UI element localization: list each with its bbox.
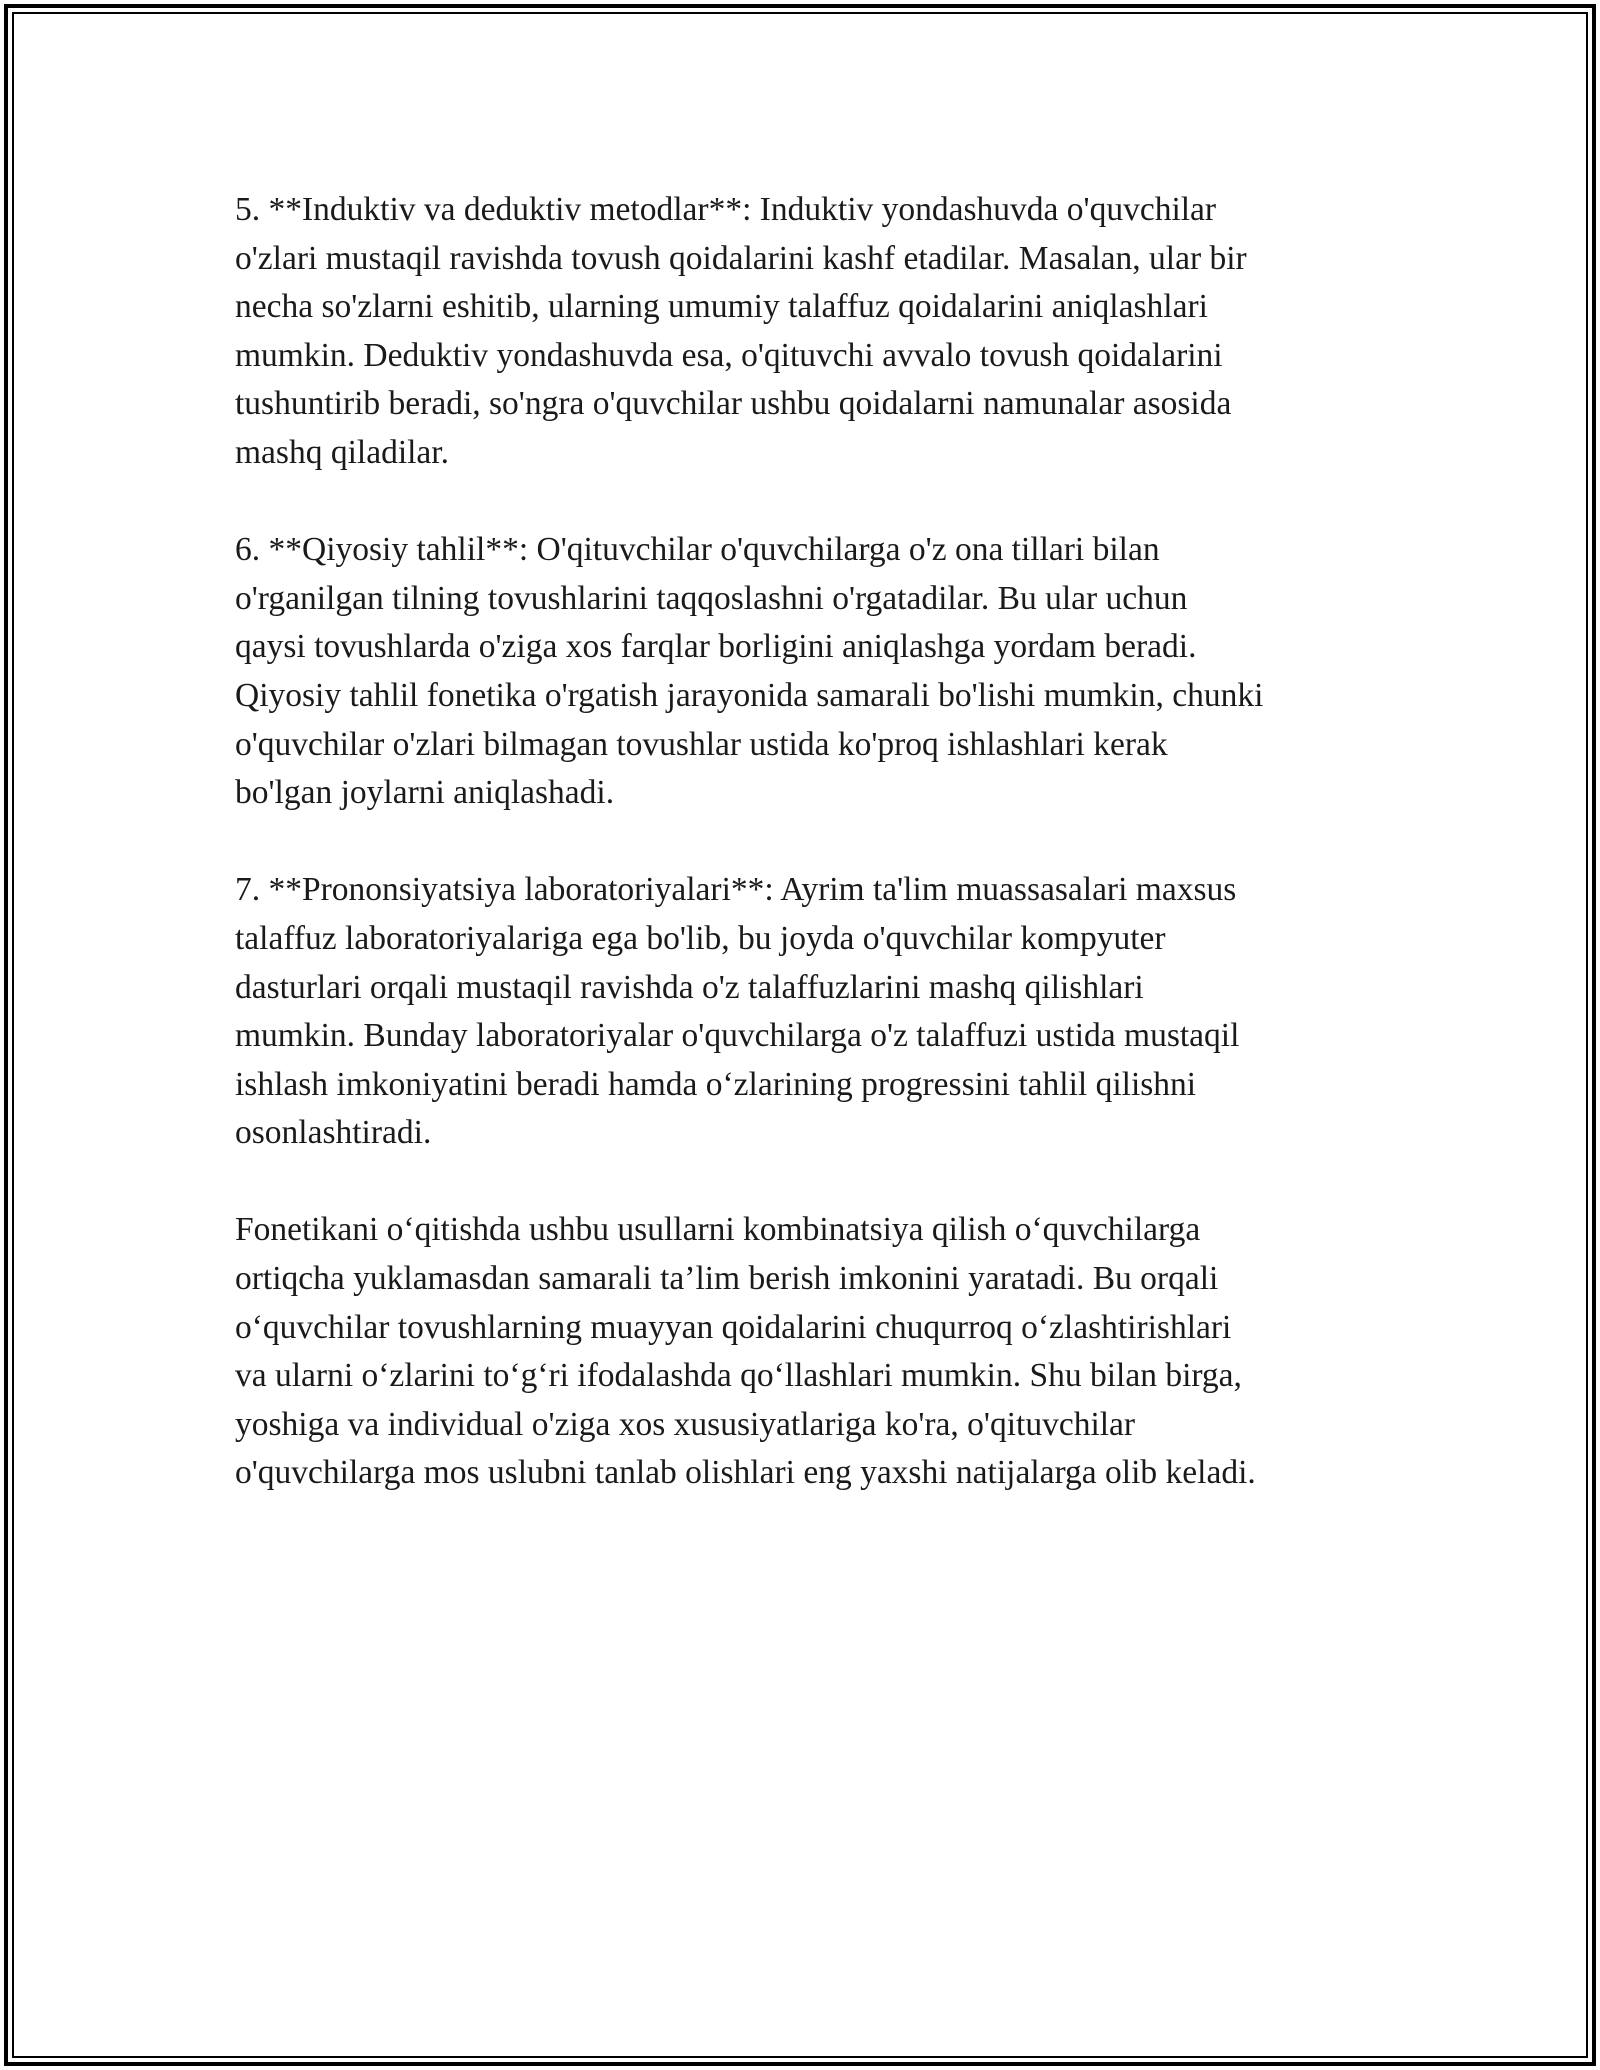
text-line: Fonetikani o‘qitishda ushbu usullarni kombinatsiya qilish o‘quvchilarga bbox=[235, 1211, 1201, 1249]
text-line: mumkin. Deduktiv yondashuvda esa, o'qituvchi avvalo tovush qoidalarini bbox=[235, 336, 1223, 374]
text-line: ortiqcha yuklamasdan samarali ta’lim berish imkonini yaratadi. Bu orqali bbox=[235, 1260, 1219, 1298]
text-line: dasturlari orqali mustaqil ravishda o'z talaffuzlarini mashq qilishlari bbox=[235, 968, 1144, 1006]
text-line: ishlash imkoniyatini beradi hamda o‘zlarining progressini tahlil qilishni bbox=[235, 1065, 1197, 1103]
text-line: necha so'zlarni eshitib, ularning umumiy talaffuz qoidalarini aniqlashlari bbox=[235, 288, 1208, 326]
text-line: talaffuz laboratoriyalariga ega bo'lib, bu joyda o'quvchilar kompyuter bbox=[235, 919, 1166, 957]
text-line: tushuntirib beradi, so'ngra o'quvchilar ushbu qoidalarni namunalar asosida bbox=[235, 385, 1232, 423]
text-line: 5. **Induktiv va deduktiv metodlar**: Induktiv yondashuvda o'quvchilar bbox=[235, 191, 1217, 228]
paragraph-comparative-analysis bbox=[235, 526, 1365, 818]
text-line: yoshiga va individual o'ziga xos xususiyatlariga ko'ra, o'qituvchilar bbox=[235, 1405, 1136, 1443]
text-line: o'zlari mustaqil ravishda tovush qoidalarini kashf etadilar. Masalan, ular bir bbox=[235, 239, 1247, 277]
text-line: osonlashtiradi. bbox=[235, 1114, 432, 1152]
text-line: o‘quvchilar tovushlarning muayyan qoidalarini chuqurroq o‘zlashtirishlari bbox=[235, 1308, 1232, 1346]
text-line: mumkin. Bunday laboratoriyalar o'quvchilarga o'z talaffuzi ustida mustaqil bbox=[235, 1017, 1240, 1055]
text-line: o'rganilgan tilning tovushlarini taqqoslashni o'rgatadilar. Bu ular uchun bbox=[235, 579, 1188, 617]
text-line: Qiyosiy tahlil fonetika o'rgatish jarayonida samarali bo'lishi mumkin, chunki bbox=[235, 676, 1264, 714]
document-body bbox=[235, 186, 1365, 1547]
text-line: o'quvchilar o'zlari bilmagan tovushlar ustida ko'proq ishlashlari kerak bbox=[235, 725, 1168, 763]
text-line: bo'lgan joylarni aniqlashadi. bbox=[235, 774, 615, 812]
text-line: o'quvchilarga mos uslubni tanlab olishlari eng yaxshi natijalarga olib keladi. bbox=[235, 1454, 1256, 1492]
paragraph-conclusion bbox=[235, 1206, 1365, 1498]
text-line: 7. **Prononsiyatsiya laboratoriyalari**: Ayrim ta'lim muassasalari maxsus bbox=[235, 871, 1237, 909]
text-line: mashq qiladilar. bbox=[235, 433, 449, 471]
text-line: 6. **Qiyosiy tahlil**: O'qituvchilar o'quvchilarga o'z ona tillari bilan bbox=[235, 531, 1160, 569]
text-line: va ularni o‘zlarini to‘g‘ri ifodalashda qo‘llashlari mumkin. Shu bilan birga, bbox=[235, 1357, 1242, 1395]
paragraph-pronunciation-labs bbox=[235, 866, 1365, 1158]
text-line: qaysi tovushlarda o'ziga xos farqlar borligini aniqlashga yordam beradi. bbox=[235, 628, 1197, 666]
paragraph-inductive-deductive bbox=[235, 186, 1365, 478]
